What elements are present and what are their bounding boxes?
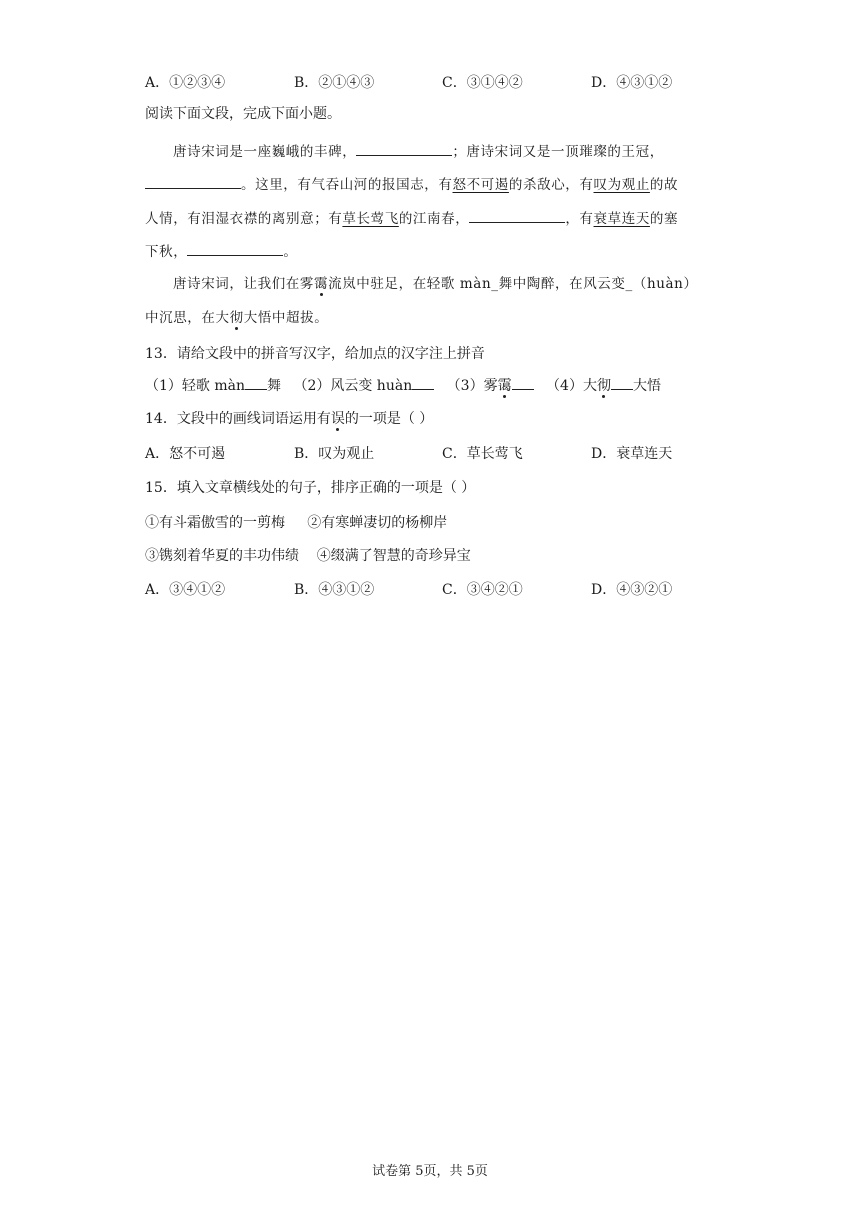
- reading-instruction: 阅读下面文段，完成下面小题。: [145, 106, 341, 122]
- passage-line-6: 中沉思，在大彻大悟中超拔。: [145, 310, 329, 326]
- page-footer: 试卷第 5页，共 5页: [372, 1164, 488, 1179]
- dotted-char-che: 彻: [229, 310, 244, 326]
- q14-option-c[interactable]: C．草长莺飞: [442, 446, 523, 462]
- q14-option-a[interactable]: A．怒不可遏: [145, 446, 226, 462]
- question-13-items: （1）轻歌 màn 舞 （2）风云变 huàn （3）雾霭 （4）大彻 大悟: [145, 375, 661, 396]
- fill-blank-4: [187, 241, 283, 256]
- underlined-phrase-4: 衰草连天: [593, 211, 650, 227]
- underlined-phrase-3: 草长莺飞: [342, 211, 399, 227]
- passage-line-2: 。这里，有气吞山河的报国志，有怒不可遏的杀敌心，有叹为观止的故: [145, 174, 678, 195]
- option-d: D．④③①②: [591, 75, 673, 91]
- q14-option-d[interactable]: D．衰草连天: [591, 446, 673, 462]
- underlined-phrase-2: 叹为观止: [593, 177, 650, 193]
- q15-option-b[interactable]: B．④③①②: [294, 582, 375, 598]
- fill-blank-1: [356, 141, 452, 156]
- question-15-stem: 15．填入文章横线处的句子，排序正确的一项是（ ）: [145, 480, 476, 496]
- passage-line-5: 唐诗宋词，让我们在雾霭流岚中驻足，在轻歌 màn_舞中陶醉，在风云变_（huàn）: [173, 276, 698, 292]
- q15-option-a[interactable]: A．③④①②: [145, 582, 226, 598]
- answer-blank-1[interactable]: [245, 375, 267, 390]
- passage-line-3: 人情，有泪湿衣襟的离别意；有草长莺飞的江南春， ，有衰草连天的塞: [145, 208, 678, 229]
- option-c: C．③①④②: [442, 75, 523, 91]
- question-15-items-1: ①有斗霜傲雪的一剪梅 ②有寒蝉凄切的杨柳岸: [145, 515, 448, 531]
- question-14-stem: 14．文段中的画线词语运用有误的一项是（ ）: [145, 411, 434, 427]
- passage-line-4: 下秋， 。: [145, 241, 297, 262]
- dotted-char-ai: 霭: [314, 276, 329, 292]
- passage-line-1: 唐诗宋词是一座巍峨的丰碑， ；唐诗宋词又是一顶璀璨的王冠，: [173, 141, 664, 162]
- answer-blank-2[interactable]: [412, 375, 434, 390]
- option-b: B．②①④③: [294, 75, 375, 91]
- question-15-items-2: ③镌刻着华夏的丰功伟绩 ④缀满了智慧的奇珍异宝: [145, 548, 471, 564]
- answer-blank-4[interactable]: [611, 375, 633, 390]
- fill-blank-3: [469, 208, 565, 223]
- fill-blank-2: [145, 174, 241, 189]
- q15-option-d[interactable]: D．④③②①: [591, 582, 673, 598]
- underlined-phrase-1: 怒不可遏: [452, 177, 509, 193]
- q14-option-b[interactable]: B．叹为观止: [294, 446, 375, 462]
- q15-option-c[interactable]: C．③④②①: [442, 582, 523, 598]
- option-a: A．①②③④: [145, 75, 226, 91]
- answer-blank-3[interactable]: [512, 375, 534, 390]
- question-13-stem: 13．请给文段中的拼音写汉字，给加点的汉字注上拼音: [145, 346, 485, 362]
